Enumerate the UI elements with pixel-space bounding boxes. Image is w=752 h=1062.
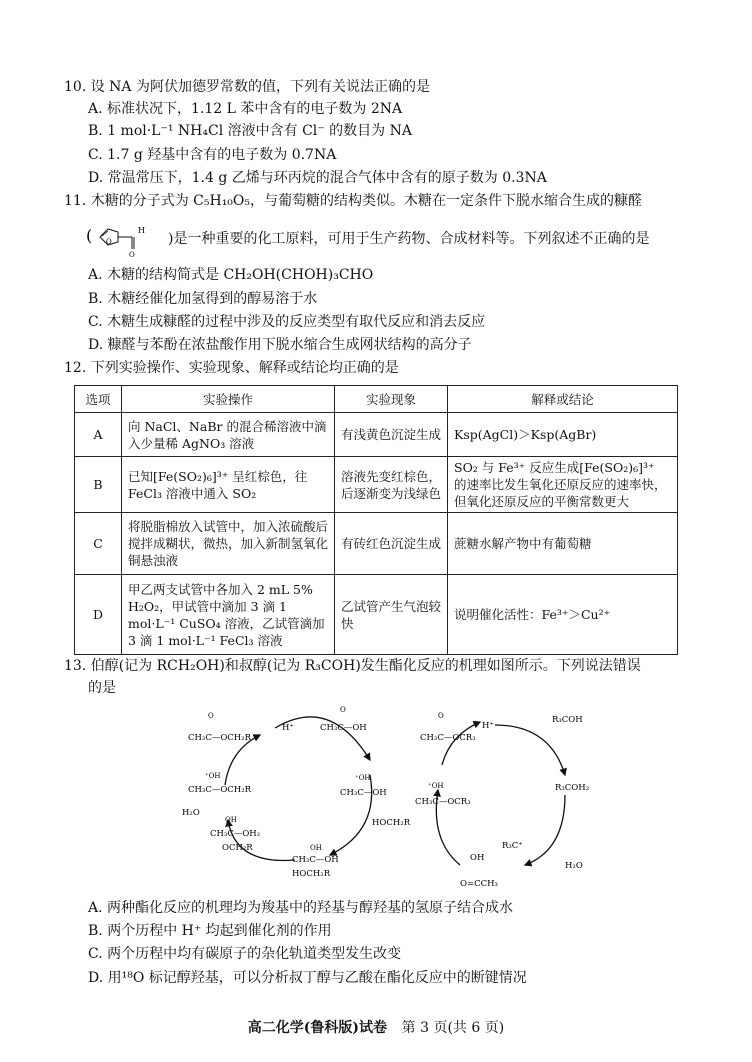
question-13-stem-line1: 13. 伯醇(记为 RCH₂OH)和叔醇(记为 R₃COH)发生酯化反应的机理如图所示。下列说法错误: [64, 658, 641, 674]
svg-text:⁺OH: ⁺OH: [205, 772, 221, 780]
l-water-int-label: CH₃C—OH₂: [210, 829, 261, 839]
r-oh-label: OH: [470, 853, 485, 863]
svg-text:O: O: [340, 706, 346, 714]
footer-page-number: 第 3 页(共 6 页): [401, 1020, 505, 1036]
svg-text:O: O: [438, 712, 444, 720]
svg-text:⁺OH: ⁺OH: [355, 774, 371, 782]
cell: 乙试管产生气泡较快: [335, 575, 448, 655]
svg-text:(: (: [86, 226, 93, 245]
svg-text:O: O: [106, 238, 112, 246]
r-r3coh2-label: R₃COH₂: [555, 783, 590, 793]
q11-option-c: C. 木糖生成糠醛的过程中涉及的反应类型有取代反应和消去反应: [88, 314, 486, 330]
cell: 甲乙两支试管中各加入 2 mL 5% H₂O₂，甲试管中滴加 3 滴 1 mol·L⁻¹ CuSO₄ 溶液，乙试管滴加 3 滴 1 mol·L⁻¹ FeCl₃ 溶液: [122, 575, 335, 655]
header-option: 选项: [75, 386, 122, 413]
header-conclusion: 解释或结论: [448, 386, 678, 413]
r-h2o-label: H₂O: [565, 861, 583, 871]
svg-text:O: O: [208, 712, 214, 720]
r-protester-label: CH₃C—OCR₃: [415, 797, 471, 807]
q13-option-a: A. 两种酯化反应的机理均为羧基中的羟基与醇羟基的氢原子结合成水: [88, 900, 514, 916]
cell: SO₂ 与 Fe³⁺ 反应生成[Fe(SO₂)₆]³⁺ 的速率比发生氧化还原反应的速率快，但氧化还原反应的平衡常数更大: [448, 457, 678, 513]
cell: 有浅黄色沉淀生成: [335, 413, 448, 457]
r-r3coh-label: R₃COH: [552, 715, 583, 725]
cell: A: [75, 413, 122, 457]
q10-option-d: D. 常温常压下，1.4 g 乙烯与环丙烷的混合气体中含有的原子数为 0.3NA: [88, 170, 547, 186]
q10-option-a: A. 标准状况下，1.12 L 苯中含有的电子数为 2NA: [88, 101, 403, 117]
header-phenomenon: 实验现象: [335, 386, 448, 413]
svg-text:⁺OH: ⁺OH: [428, 782, 444, 790]
r-r3c-label: R₃C⁺: [502, 841, 523, 851]
q13-option-c: C. 两个历程中均有碳原子的杂化轨道类型发生改变: [88, 946, 402, 962]
q11-option-d: D. 糠醛与苯酚在浓盐酸作用下脱水缩合生成网状结构的高分子: [88, 337, 472, 353]
question-11-stem-line1: 11. 木糖的分子式为 C₅H₁₀O₅，与葡萄糖的结构类似。木糖在一定条件下脱水缩合生成的糠醛: [64, 193, 643, 209]
table-row: [75, 413, 678, 457]
furfural-structure-image: [86, 215, 168, 259]
l-water-int2-label: OCH₂R: [222, 843, 253, 853]
cell: 向 NaCl、NaBr 的混合稀溶液中滴入少量稀 AgNO₃ 溶液: [122, 413, 335, 457]
question-12-stem: 12. 下列实验操作、实验现象、解释或结论均正确的是: [64, 360, 399, 376]
cell: D: [75, 575, 122, 655]
page-footer: [0, 1017, 752, 1037]
cell: 溶液先变红棕色，后逐渐变为浅绿色: [335, 457, 448, 513]
q13-option-d: D. 用¹⁸O 标记醇羟基，可以分析叔丁醇与乙酸在酯化反应中的断键情况: [88, 970, 527, 986]
table-header-row: [75, 386, 678, 413]
cell: 蔗糖水解产物中有葡萄糖: [448, 513, 678, 575]
l-ester-label: CH₃C—OCH₂R: [188, 733, 252, 743]
svg-text:OH: OH: [225, 816, 237, 824]
l-h-label: H⁺: [282, 723, 294, 733]
q10-option-c: C. 1.7 g 羟基中含有的电子数为 0.7NA: [88, 147, 337, 163]
question-11-stem-line2: )是一种重要的化工原料，可用于生产药物、合成材料等。下列叙述不正确的是: [168, 231, 650, 247]
esterification-mechanism-diagram: [180, 700, 600, 892]
cell: 已知[Fe(SO₂)₆]³⁺ 呈红棕色，往 FeCl₃ 溶液中通入 SO₂: [122, 457, 335, 513]
cell: 将脱脂棉放入试管中，加入浓硫酸后搅拌成糊状，微热，加入新制氢氧化铜悬浊液: [122, 513, 335, 575]
cell: 有砖红色沉淀生成: [335, 513, 448, 575]
cell: C: [75, 513, 122, 575]
question-13-stem-line2: 的是: [88, 680, 116, 696]
q10-option-b: B. 1 mol·L⁻¹ NH₄Cl 溶液中含有 Cl⁻ 的数目为 NA: [88, 123, 412, 139]
l-tetra2-label: HOCH₂R: [292, 869, 331, 879]
svg-text:OH: OH: [310, 844, 322, 852]
table-row: [75, 457, 678, 513]
table-row: [75, 513, 678, 575]
cell: Ksp(AgCl)＞Ksp(AgBr): [448, 413, 678, 457]
l-protacid-label: CH₃C—OH: [340, 788, 387, 798]
footer-title: 高二化学(鲁科版)试卷: [247, 1020, 388, 1036]
header-operation: 实验操作: [122, 386, 335, 413]
l-protester-label: CH₃C—OCH₂R: [188, 785, 252, 795]
q11-option-a: A. 木糖的结构简式是 CH₂OH(CHOH)₃CHO: [88, 267, 374, 283]
svg-text:H: H: [138, 226, 145, 235]
r-acid-label: O=CCH₃: [460, 879, 498, 889]
svg-text:O: O: [129, 251, 135, 259]
cell: B: [75, 457, 122, 513]
q13-option-b: B. 两个历程中 H⁺ 均起到催化剂的作用: [88, 923, 332, 939]
l-tetra-label: CH₃C—OH: [292, 855, 339, 865]
l-h2o-label: H₂O: [182, 808, 200, 818]
l-hoch2r-label: HOCH₂R: [372, 818, 411, 828]
r-ester-label: CH₃C—OCR₃: [420, 733, 476, 743]
experiment-table: [74, 385, 678, 655]
q11-option-b: B. 木糖经催化加氢得到的醇易溶于水: [88, 291, 318, 307]
cell: 说明催化活性：Fe³⁺＞Cu²⁺: [448, 575, 678, 655]
question-10-stem: 10. 设 NA 为阿伏加德罗常数的值，下列有关说法正确的是: [64, 79, 430, 95]
table-row: [75, 575, 678, 655]
r-h-label: H⁺: [482, 721, 494, 731]
l-acid-label: CH₃C—OH: [320, 723, 367, 733]
